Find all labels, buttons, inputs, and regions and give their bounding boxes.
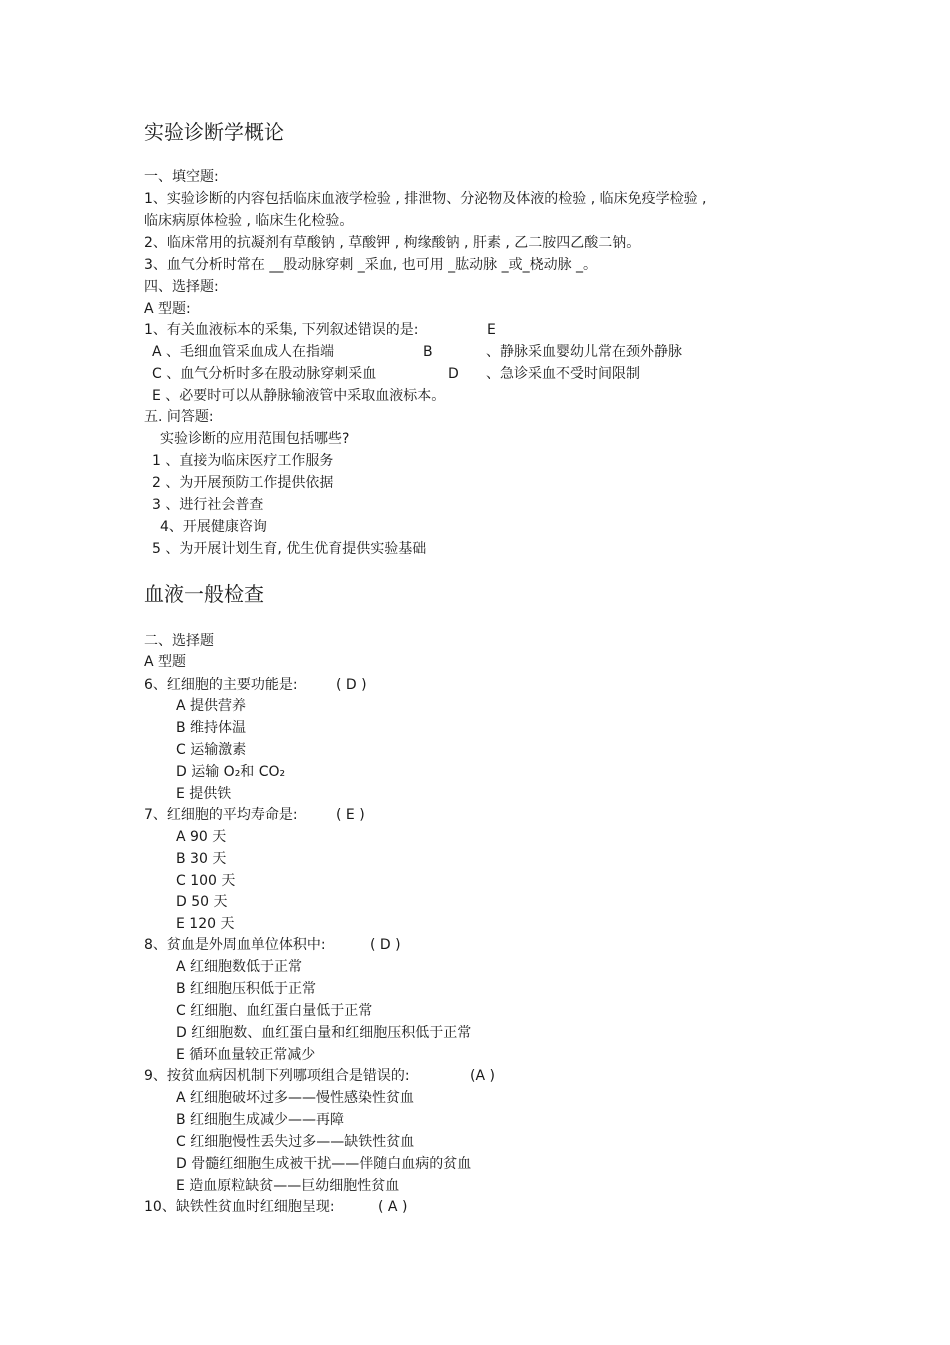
option: A 提供营养: [176, 698, 247, 714]
option: A 、毛细血管采血成人在指端: [152, 344, 335, 360]
option: D 50 天: [176, 894, 228, 910]
qa-answer: 2 、为开展预防工作提供依据: [152, 475, 334, 491]
qa-answer: 4、开展健康咨询: [160, 519, 267, 535]
question-stem: 7、红细胞的平均寿命是:: [144, 807, 298, 823]
fill-blank-heading: 一、填空题:: [144, 169, 219, 185]
question-stem: 1、有关血液标本的采集, 下列叙述错误的是:: [144, 322, 419, 338]
qa-answer: 3 、进行社会普查: [152, 497, 264, 513]
option: 、急诊采血不受时间限制: [486, 366, 640, 382]
option: C 、血气分析时多在股动脉穿刺采血: [152, 366, 377, 382]
answer-mark: ( A ): [378, 1199, 408, 1215]
option: D 骨髓红细胞生成被干扰——伴随白血病的贫血: [176, 1156, 472, 1172]
option: A 90 天: [176, 829, 227, 845]
answer-mark: E: [487, 322, 496, 338]
option: C 100 天: [176, 873, 236, 889]
option: D 红细胞数、血红蛋白量和红细胞压积低于正常: [176, 1025, 472, 1041]
answer-mark: ( E ): [336, 807, 365, 823]
question-line: 2、临床常用的抗凝剂有草酸钠 , 草酸钾 , 枸缘酸钠 , 肝素 , 乙二胺四乙酸二钠。: [144, 235, 641, 251]
option: C 红细胞、血红蛋白量低于正常: [176, 1003, 373, 1019]
qa-heading: 五. 问答题:: [144, 409, 214, 425]
option: E 120 天: [176, 916, 235, 932]
option-letter: B: [423, 344, 433, 360]
question-stem: 6、红细胞的主要功能是:: [144, 677, 298, 693]
option: C 运输激素: [176, 742, 247, 758]
section-title-blood: 血液一般检查: [144, 582, 264, 606]
option: E 提供铁: [176, 786, 232, 802]
question-line: 临床病原体检验 , 临床生化检验。: [144, 213, 354, 229]
section-title-intro: 实验诊断学概论: [144, 120, 284, 144]
option: 、静脉采血婴幼儿常在颈外静脉: [486, 344, 682, 360]
choice-heading: 四、选择题:: [144, 279, 219, 295]
question-stem: 9、按贫血病因机制下列哪项组合是错误的:: [144, 1068, 410, 1084]
option: B 30 天: [176, 851, 227, 867]
qa-answer: 5 、为开展计划生育, 优生优育提供实验基础: [152, 541, 427, 557]
option: A 红细胞数低于正常: [176, 959, 303, 975]
qa-question: 实验诊断的应用范围包括哪些?: [160, 431, 350, 447]
choice-heading: 二、选择题: [144, 633, 214, 649]
option: E 造血原粒缺贫——巨幼细胞性贫血: [176, 1178, 400, 1194]
option: E 循环血量较正常减少: [176, 1047, 316, 1063]
answer-mark: (A ): [470, 1068, 495, 1084]
qa-answer: 1 、直接为临床医疗工作服务: [152, 453, 334, 469]
question-line: 3、血气分析时常在 __股动脉穿刺 _采血, 也可用 _肱动脉 _或_桡动脉 _。: [144, 257, 598, 273]
option: D 运输 O₂和 CO₂: [176, 764, 286, 780]
option: B 维持体温: [176, 720, 247, 736]
question-type-label: A 型题: [144, 654, 187, 670]
option-letter: D: [448, 366, 459, 382]
answer-mark: ( D ): [370, 937, 401, 953]
question-type-label: A 型题:: [144, 301, 191, 317]
question-stem: 10、缺铁性贫血时红细胞呈现:: [144, 1199, 335, 1215]
option: E 、必要时可以从静脉输液管中采取血液标本。: [152, 388, 446, 404]
option: B 红细胞压积低于正常: [176, 981, 317, 997]
answer-mark: ( D ): [336, 677, 367, 693]
question-line: 1、实验诊断的内容包括临床血液学检验 , 排泄物、分泌物及体液的检验 , 临床免疫学检验 ,: [144, 191, 707, 207]
option: C 红细胞慢性丢失过多——缺铁性贫血: [176, 1134, 415, 1150]
question-stem: 8、贫血是外周血单位体积中:: [144, 937, 326, 953]
option: B 红细胞生成减少——再障: [176, 1112, 345, 1128]
option: A 红细胞破坏过多——慢性感染性贫血: [176, 1090, 415, 1106]
